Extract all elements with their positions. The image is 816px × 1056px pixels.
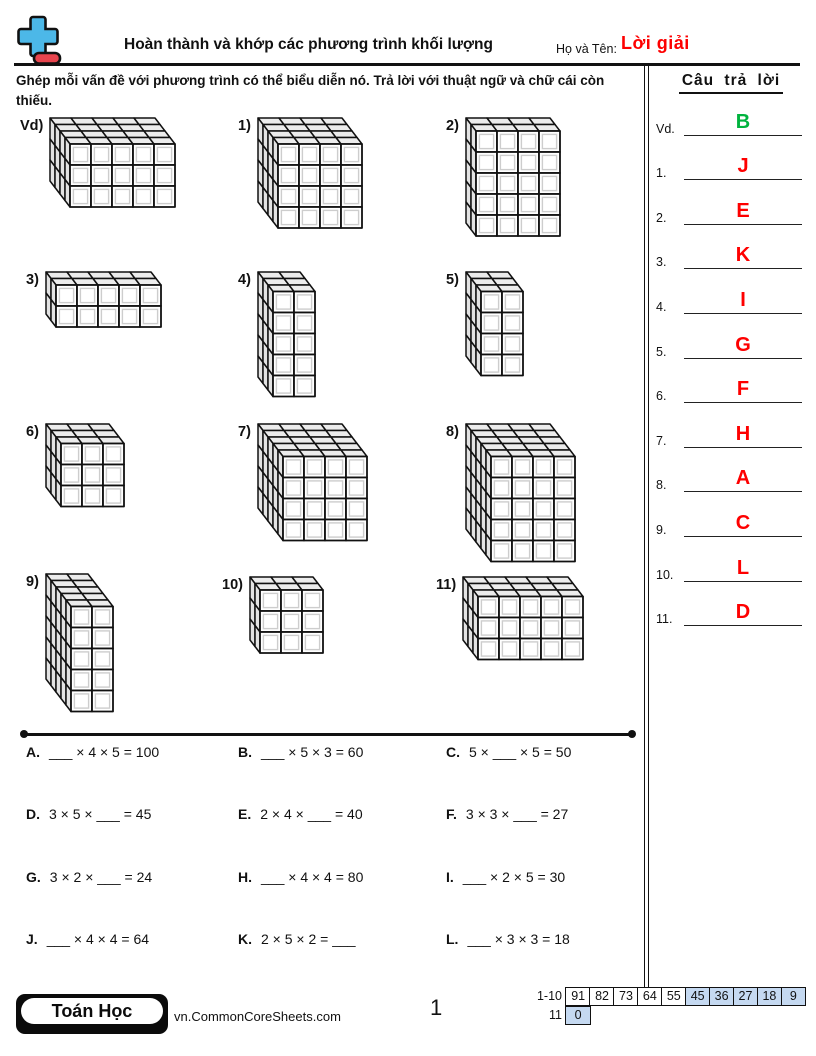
answer-row (652, 501, 812, 546)
page-number: 1 (430, 995, 443, 1020)
problem-item (436, 575, 585, 662)
answer-number: 8. (656, 478, 667, 493)
answer-number: 7. (656, 433, 667, 448)
equation-item (446, 869, 636, 931)
problem-label: 9) (26, 574, 39, 590)
equation-label: G. (26, 868, 41, 885)
answer-row (652, 145, 812, 190)
answer-blank-line (684, 243, 802, 269)
problem-label: 10) (222, 577, 243, 593)
problem-item (238, 422, 369, 543)
problem-label: 7) (238, 424, 251, 440)
answers-list (652, 100, 812, 635)
score-row (528, 1006, 806, 1025)
score-cell: 36 (709, 987, 735, 1006)
problem-label: 2) (446, 118, 459, 134)
subject-badge-label: Toán Học (21, 998, 163, 1024)
equation-label: H. (238, 868, 252, 885)
equation-text: ___ × 2 × 5 = 30 (462, 868, 566, 885)
answer-letter: H (735, 422, 751, 445)
equation-text: 3 × 3 × ___ = 27 (465, 806, 569, 823)
equation-item (446, 744, 636, 806)
equation-text: 3 × 5 × ___ = 45 (49, 806, 152, 823)
equation-label: C. (446, 744, 460, 760)
answer-blank-line (684, 466, 802, 492)
score-table (528, 987, 806, 1024)
equation-text: ___ × 5 × 3 = 60 (261, 744, 364, 760)
score-cell: 18 (757, 987, 783, 1006)
instructions-text: Ghép mỗi vấn đề với phương trình có thể biểu diễn nó. Trả lời với thuật ngữ và chữ cái còn thiếu. (16, 73, 605, 108)
answer-row (652, 278, 812, 323)
score-row-label: 11 (549, 1007, 562, 1022)
answer-letter: E (736, 199, 750, 222)
answer-letter: I (740, 288, 746, 311)
problem-item (26, 270, 163, 329)
cube-figure (464, 116, 562, 238)
equation-text: ___ × 4 × 5 = 100 (49, 744, 160, 760)
site-url: vn.CommonCoreSheets.com (174, 1009, 341, 1024)
answer-row (652, 457, 812, 502)
equation-label: E. (238, 806, 252, 823)
score-cell: 82 (589, 987, 615, 1006)
answer-blank-line (684, 422, 802, 448)
score-cell: 0 (565, 1006, 591, 1025)
score-row-label: 1-10 (536, 989, 562, 1003)
cube-figure (44, 422, 126, 509)
header-rule (14, 63, 800, 66)
equation-item (26, 744, 238, 806)
cube-figure (256, 116, 364, 230)
cube-figure (256, 422, 369, 543)
equation-text: 3 × 2 × ___ = 24 (49, 868, 153, 885)
answer-blank-line (684, 333, 802, 359)
equation-label: I. (446, 868, 454, 885)
score-cell: 73 (613, 987, 639, 1006)
answer-letter: F (736, 378, 750, 401)
answer-letter: A (735, 467, 751, 490)
answers-panel-header (652, 72, 810, 90)
equation-item (446, 931, 636, 993)
equation-label: A. (26, 744, 40, 760)
problem-label: 4) (238, 272, 251, 288)
problem-item (238, 270, 317, 399)
equation-text: 2 × 5 × 2 = ___ (261, 930, 356, 947)
equation-label: B. (238, 744, 252, 760)
answer-number: 5. (656, 344, 667, 359)
score-cell: 9 (781, 987, 807, 1006)
equations-grid (26, 744, 636, 993)
answer-blank-line (684, 511, 802, 537)
answer-blank-line (684, 600, 802, 626)
equation-text: 2 × 4 × ___ = 40 (260, 806, 363, 823)
problem-label: 11) (436, 577, 457, 593)
answer-blank-line (684, 556, 802, 582)
problem-label: 8) (446, 424, 459, 440)
answer-blank-line (684, 288, 802, 314)
cube-figure (461, 575, 585, 662)
answer-row (652, 234, 812, 279)
answer-number: 1. (656, 166, 667, 181)
problem-label: 3) (26, 272, 39, 288)
cube-figure (44, 270, 163, 329)
answer-row (652, 546, 812, 591)
equation-item (26, 931, 238, 993)
answer-letter: L (736, 556, 750, 579)
answer-blank-line (684, 199, 802, 225)
answer-letter: G (735, 333, 751, 356)
equation-label: L. (446, 930, 459, 947)
equation-item (238, 806, 446, 868)
score-cell: 64 (637, 987, 663, 1006)
cube-figure (44, 572, 115, 714)
answer-row (652, 189, 812, 234)
worksheet-title: Hoàn thành và khớp các phương trình khối lượng (124, 36, 493, 53)
equation-text: ___ × 3 × 3 = 18 (467, 930, 570, 947)
answer-key-label: Lời giải (621, 33, 690, 53)
answer-number: 9. (656, 522, 667, 537)
problem-label: 6) (26, 424, 39, 440)
score-row (528, 987, 806, 1006)
equation-item (238, 869, 446, 931)
score-cell: 91 (565, 987, 591, 1006)
answer-row (652, 323, 812, 368)
answer-letter: C (735, 511, 751, 534)
cube-figure (248, 575, 325, 655)
answers-title: Câu trả lời (679, 72, 783, 94)
problem-item (26, 422, 126, 509)
problem-item (20, 116, 177, 209)
plus-shape (19, 17, 58, 56)
divider-dot-left (20, 730, 28, 738)
divider-dot-right (628, 730, 636, 738)
name-label: Họ và Tên: (556, 42, 617, 56)
answer-row (652, 412, 812, 457)
equations-divider (22, 733, 634, 736)
equation-item (26, 806, 238, 868)
answer-number: 4. (656, 299, 667, 314)
cube-figure (464, 422, 577, 564)
equation-item (238, 744, 446, 806)
equation-item (446, 806, 636, 868)
answer-blank-line (684, 110, 802, 136)
problem-item (446, 422, 577, 564)
equation-label: D. (26, 806, 40, 823)
answer-number: 10. (656, 567, 674, 582)
cube-figure (464, 270, 525, 378)
problem-item (238, 116, 364, 230)
minus-shape (34, 53, 60, 64)
answer-letter: K (735, 244, 751, 267)
problem-item (446, 270, 525, 378)
answer-letter: D (735, 601, 751, 624)
cube-figure (48, 116, 177, 209)
answer-number: 3. (656, 255, 667, 270)
answer-number: 2. (656, 210, 667, 225)
cube-figure (256, 270, 317, 399)
answer-number: 6. (656, 389, 667, 404)
score-cell: 55 (661, 987, 687, 1006)
problem-item (26, 572, 115, 714)
equation-text: 5 × ___ × 5 = 50 (469, 744, 572, 760)
answer-blank-line (684, 154, 802, 180)
problem-label: 1) (238, 118, 251, 134)
equation-text: ___ × 4 × 4 = 64 (46, 930, 150, 947)
answer-row (652, 368, 812, 413)
answers-separator (644, 64, 649, 990)
answer-letter: B (735, 110, 751, 133)
subject-badge (16, 994, 168, 1034)
answer-row (652, 591, 812, 636)
answer-row (652, 100, 812, 145)
problem-label: 5) (446, 272, 459, 288)
answer-number: Vd. (656, 121, 675, 136)
problem-item (222, 575, 325, 655)
answer-blank-line (684, 377, 802, 403)
equation-item (238, 931, 446, 993)
equation-label: K. (238, 930, 252, 947)
equation-label: F. (446, 806, 457, 823)
score-cell: 45 (685, 987, 711, 1006)
problem-item (446, 116, 562, 238)
answer-letter: J (737, 155, 749, 178)
equation-item (26, 869, 238, 931)
score-cell: 27 (733, 987, 759, 1006)
answer-number: 11. (656, 612, 673, 627)
problem-label: Vd) (20, 118, 44, 134)
equation-label: J. (26, 930, 38, 947)
equation-text: ___ × 4 × 4 = 80 (261, 868, 364, 885)
